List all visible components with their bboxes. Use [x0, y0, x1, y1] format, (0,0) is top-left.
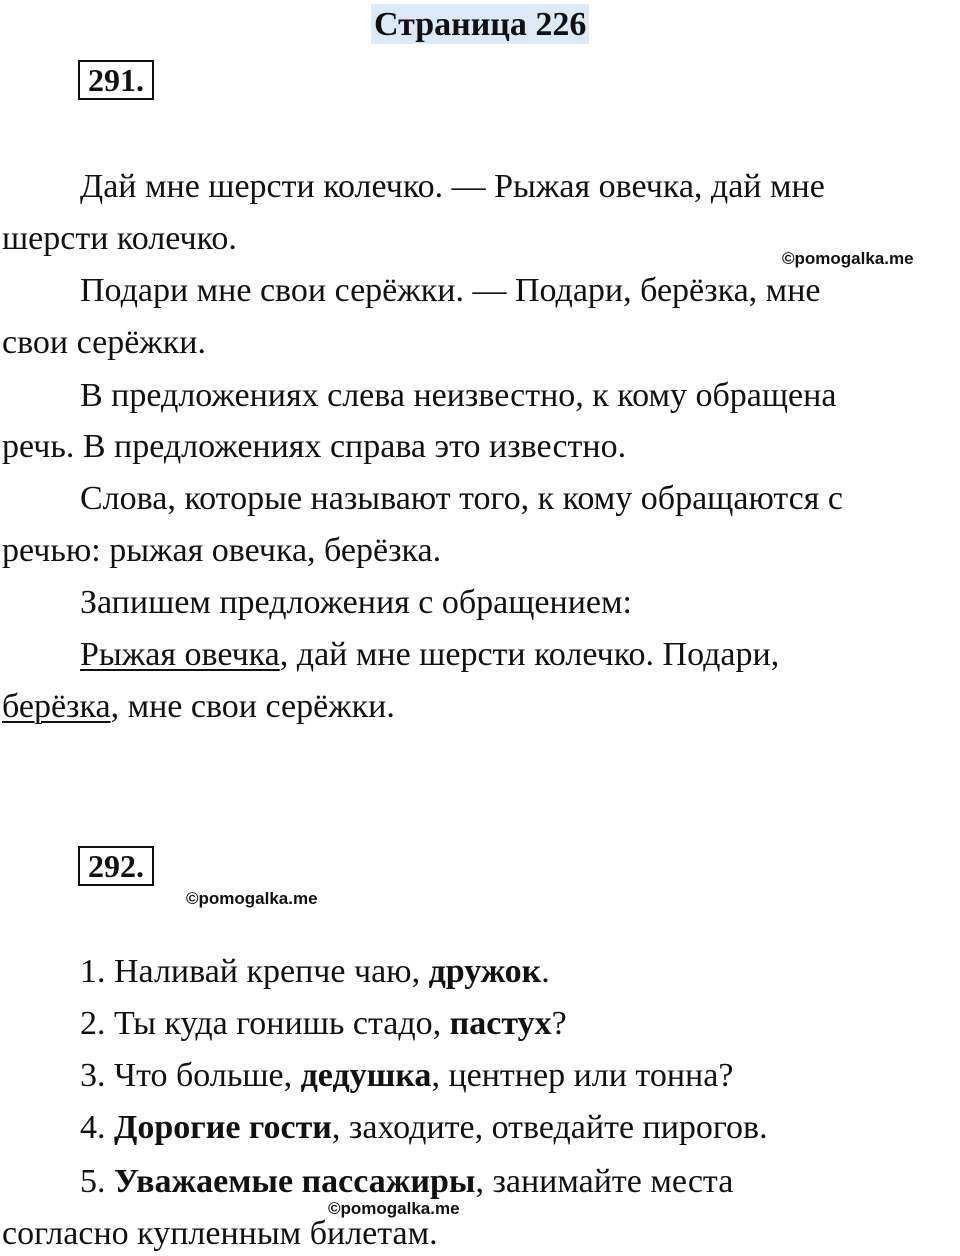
text-line: шерсти колечко. — [2, 220, 237, 257]
text-line: согласно купленным билетам. — [2, 1215, 438, 1252]
exercise-number-292: 292. — [78, 846, 154, 886]
item-text: 1. Наливай крепче чаю, — [80, 953, 429, 990]
address-word: Дорогие гости — [114, 1109, 332, 1146]
watermark: ©pomogalka.me — [328, 1199, 460, 1218]
answer-line-2 — [2, 687, 395, 727]
item-text: , заходите, отведайте пирогов. — [331, 1109, 768, 1146]
item-text: 3. Что больше, — [80, 1057, 301, 1094]
text-line: В предложениях слева неизвестно, к кому обращена — [80, 377, 837, 414]
item-text: , занимайте места — [475, 1163, 734, 1200]
address-word: дружок — [428, 953, 542, 990]
item-text: 5. — [80, 1163, 114, 1200]
page-title: Страница 226 — [371, 4, 589, 44]
address-word: Уважаемые пассажиры — [114, 1163, 476, 1200]
text-line: Дай мне шерсти колечко. — Рыжая овечка, дай мне — [80, 168, 825, 205]
list-item — [80, 1004, 567, 1044]
text-line: свои серёжки. — [2, 324, 206, 361]
text-line: Слова, которые называют того, к кому обращаются с — [80, 480, 843, 517]
text-line: Подари мне свои серёжки. — Подари, берёзка, мне — [80, 272, 821, 309]
address-word: берёзка — [2, 688, 111, 725]
address-word: Рыжая овечка — [80, 636, 280, 673]
list-item — [80, 1108, 768, 1148]
answer-text: , дай мне шерсти колечко. Подари, — [279, 636, 780, 673]
item-text: 4. — [80, 1109, 114, 1146]
text-line: речь. В предложениях справа это известно. — [2, 428, 627, 465]
watermark: ©pomogalka.me — [186, 889, 318, 908]
exercise-number-text: 292 — [88, 848, 136, 884]
item-text: , центнер или тонна? — [431, 1057, 734, 1094]
list-item — [80, 952, 550, 992]
answer-line-1 — [80, 635, 779, 675]
address-word: пастух — [449, 1005, 552, 1042]
address-word: дедушка — [300, 1057, 432, 1094]
list-item — [80, 1162, 733, 1202]
answer-text: , мне свои серёжки. — [110, 688, 395, 725]
exercise-number-291: 291. — [78, 60, 154, 100]
item-text: ? — [551, 1005, 567, 1042]
text-line: Запишем предложения с обращением: — [80, 584, 632, 621]
item-text: . — [541, 953, 550, 990]
text-line: речью: рыжая овечка, берёзка. — [2, 532, 442, 569]
list-item — [80, 1056, 733, 1096]
exercise-number-text: 291 — [88, 62, 136, 98]
item-text: 2. Ты куда гонишь стадо, — [80, 1005, 450, 1042]
watermark: ©pomogalka.me — [782, 249, 914, 268]
